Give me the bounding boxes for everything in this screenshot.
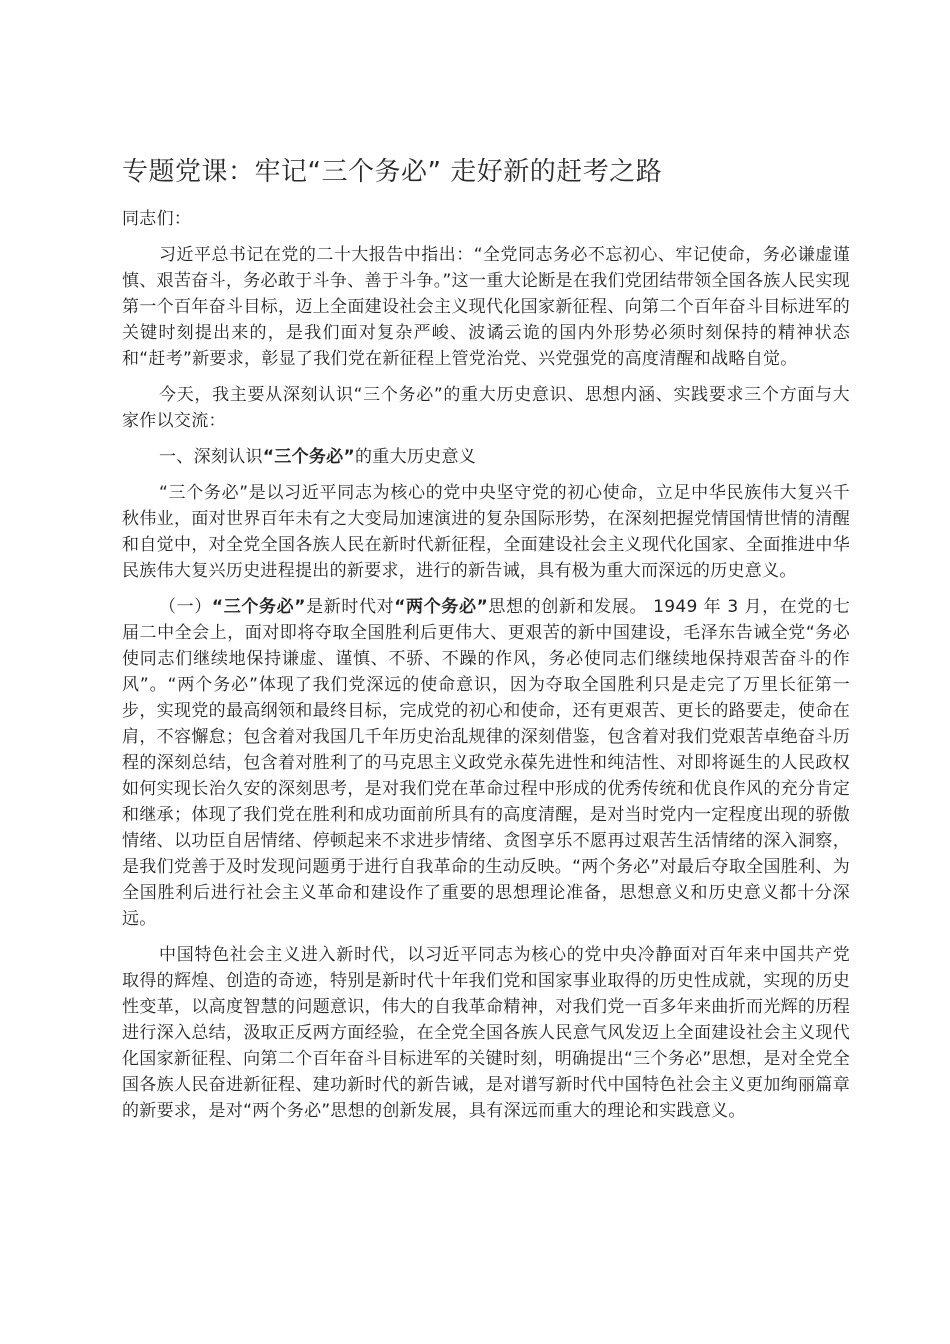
subsection-mid: 是新时代对 <box>305 597 395 617</box>
paragraph-significance: “三个务必”是以习近平同志为核心的党中央坚守党的初心使命，立足中华民族伟大复兴千秋伟业，面对世界百年未有之大变局加速演进的复杂国际形势，在深刻把握党情国情世情的清醒和自觉中，对全党全国各族人民在新时代新征程，全面建设社会主义现代化国家、全面推进中华民族伟大复兴历史进程提出的新要求，进行的新告诫，具有极为重大而深远的历史意义。 <box>122 483 850 581</box>
paragraph-new-era: 中国特色社会主义进入新时代，以习近平同志为核心的党中央冷静面对百年来中国共产党取得的辉煌、创造的奇迹，特别是新时代十年我们党和国家事业取得的历史性成就，实现的历史性变革，以高度智慧的问题意识，伟大的自我革命精神，对我们党一百多年来曲折而光辉的历程进行深入总结，汲取正反两方面经验，在全党全国各族人民意气风发迈上全面建设社会主义现代化国家新征程、向第二个百年奋斗目标进军的关键时刻，明确提出“三个务必”思想，是对全党全国各族人民奋进新征程、建功新时代的新告诫，是对谱写新时代中国特色社会主义更加绚丽篇章的新要求，是对“两个务必”思想的创新发展，具有深远而重大的理论和实践意义。 <box>122 945 850 1121</box>
heading-prefix: 一、深刻认识 <box>159 447 263 467</box>
document-body <box>122 206 850 1134</box>
heading-suffix: 的重大历史意义 <box>354 447 477 467</box>
subsection-body: 1949 年 3 月，在党的七届二中全会上，面对即将夺取全国胜利后更伟大、更艰苦的新中国建设，毛泽东告诫全党“务必使同志们继续地保持谦虚、谨慎、不骄、不躁的作风，务必使同志们继续地保持艰苦奋斗的作风”。“两个务必”体现了我们党深远的使命意识，因为夺取全国胜利只是走完了万里长征第一步，实现党的最高纲领和最终目标，完成党的初心和使命，还有更艰苦、更长的路要走，使命在肩，不容懈怠；包含着对我国几千年历史治乱规律的深刻借鉴，包含着对我们党艰苦卓绝奋斗历程的深刻总结，包含着对胜利了的马克思主义政党永葆先进性和纯洁性、对即将诞生的人民政权如何实现长治久安的深刻思考，是对我们党在革命过程中形成的优秀传统和优良作风的充分肯定和继承；体现了我们党在胜利和成功面前所具有的高度清醒，是对当时党内一定程度出现的骄傲情绪、以功臣自居情绪、停顿起来不求进步情绪、贪图享乐不愿再过艰苦生活情绪的深入洞察，是我们党善于及时发现问题勇于进行自我革命的生动反映。“两个务必”对最后夺取全国胜利、为全国胜利后进行社会主义革命和建设作了重要的思想理论准备，思想意义和历史意义都十分深远。 <box>122 597 850 929</box>
paragraph-intro: 习近平总书记在党的二十大报告中指出：“全党同志务必不忘初心、牢记使命，务必谦虚谨慎、艰苦奋斗，务必敢于斗争、善于斗争。”这一重大论断是在我们党团结带领全国各族人民实现第一个百年奋斗目标，迈上全面建设社会主义现代化国家新征程、向第二个百年奋斗目标进军的关键时刻提出来的，是我们面对复杂严峻、波谲云诡的国内外形势必须时刻保持的精神状态和“赶考”新要求，彰显了我们党在新征程上管党治党、兴党强党的高度清醒和战略自觉。 <box>122 245 850 369</box>
section-heading-1 <box>122 444 850 470</box>
subsection-term-1: “三个务必” <box>211 597 306 617</box>
heading-term: “三个务必” <box>262 447 355 467</box>
subsection-term-2: “两个务必” <box>394 597 489 617</box>
paragraph-subsection-1 <box>122 594 850 932</box>
paragraph-outline: 今天，我主要从深刻认识“三个务必”的重大历史意识、思想内涵、实践要求三个方面与大家作以交流： <box>122 385 850 431</box>
subsection-prefix: （一） <box>159 597 212 617</box>
subsection-suffix: 思想的创新和发展。 <box>488 597 648 617</box>
document-title: 专题党课：牢记“三个务必” 走好新的赶考之路 <box>122 157 663 187</box>
salutation: 同志们： <box>122 209 192 229</box>
